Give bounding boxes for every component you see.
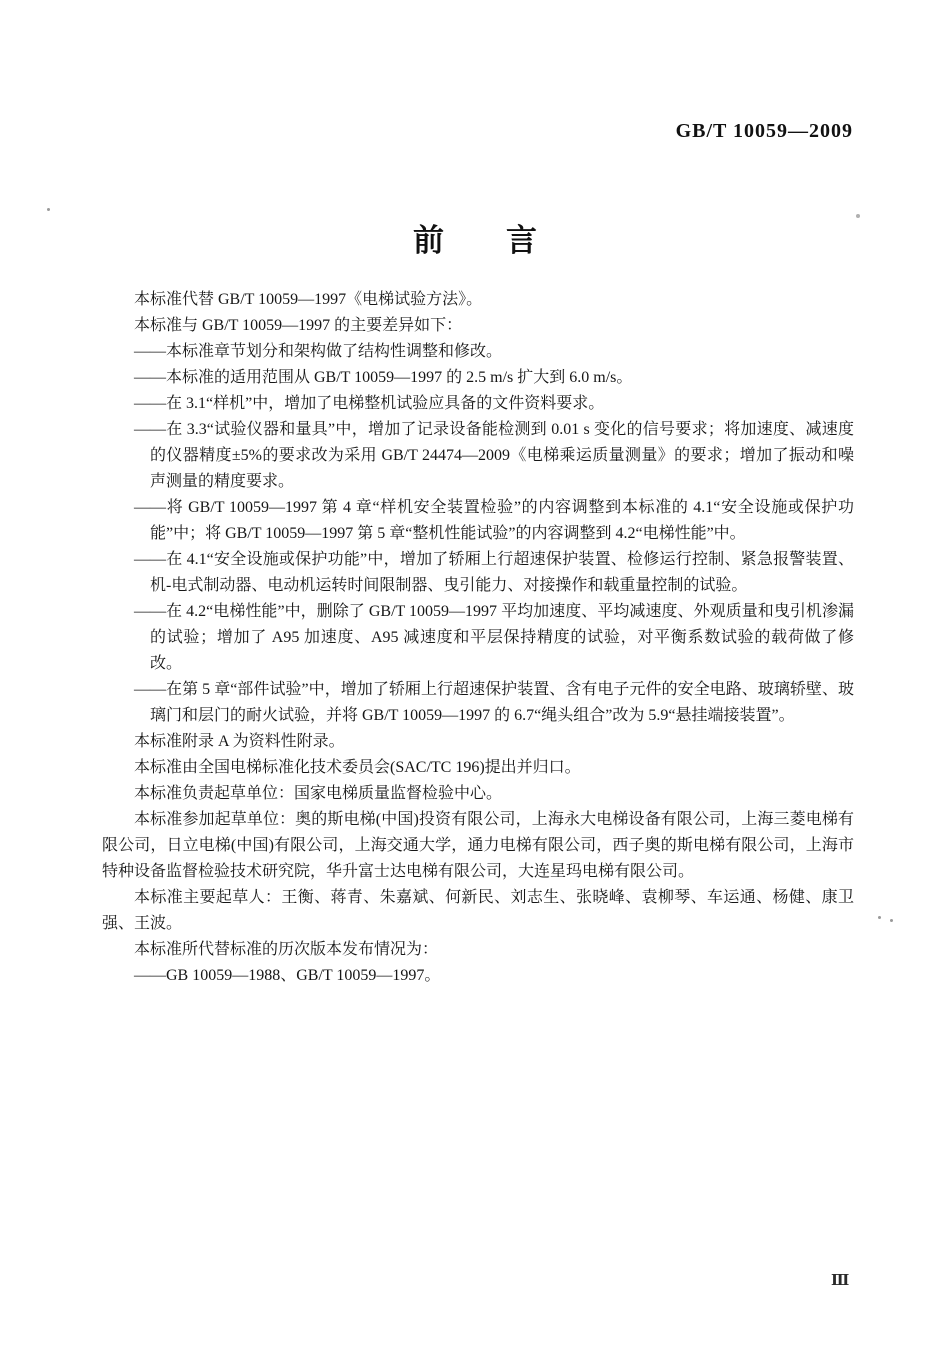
- paragraph: 本标准附录 A 为资料性附录。: [134, 733, 345, 750]
- page-number: Ⅲ: [831, 1273, 850, 1289]
- paragraph: 本标准主要起草人：王衡、蒋青、朱嘉斌、何新民、刘志生、张晓峰、袁柳琴、车运通、杨健、康卫强、王波。: [102, 889, 854, 932]
- scan-speck: [878, 916, 881, 919]
- paragraph: ——将 GB/T 10059—1997 第 4 章“样机安全装置检验”的内容调整到本标准的 4.1“安全设施或保护功能”中；将 GB/T 10059—1997 第 5 章“整机性能试验”的内容调整到 4.2“电梯性能”中。: [134, 499, 854, 542]
- scan-speck: [890, 919, 893, 922]
- paragraph: 本标准与 GB/T 10059—1997 的主要差异如下：: [134, 317, 463, 334]
- paragraph: ——在 3.1“样机”中，增加了电梯整机试验应具备的文件资料要求。: [134, 395, 605, 412]
- standard-number: GB/T 10059—2009: [675, 120, 853, 142]
- paragraph: ——在 3.3“试验仪器和量具”中，增加了记录设备能检测到 0.01 s 变化的信号要求；将加速度、减速度的仪器精度±5%的要求改为采用 GB/T 24474—2009《电梯乘运质量测量》的要求；增加了振动和噪声测量的精度要求。: [134, 421, 854, 490]
- foreword-body: [102, 287, 854, 989]
- paragraph: 本标准代替 GB/T 10059—1997《电梯试验方法》。: [134, 291, 483, 308]
- paragraph: 本标准所代替标准的历次版本发布情况为：: [134, 941, 439, 958]
- paragraph: ——本标准章节划分和架构做了结构性调整和修改。: [134, 343, 503, 360]
- paragraph: ——本标准的适用范围从 GB/T 10059—1997 的 2.5 m/s 扩大到 6.0 m/s。: [134, 369, 633, 386]
- paragraph: 本标准负责起草单位：国家电梯质量监督检验中心。: [134, 785, 503, 802]
- page-title: 前 言: [413, 222, 537, 258]
- scan-speck: [856, 214, 860, 218]
- scan-speck: [47, 208, 50, 211]
- paragraph: 本标准由全国电梯标准化技术委员会(SAC/TC 196)提出并归口。: [134, 759, 581, 776]
- paragraph: ——在第 5 章“部件试验”中，增加了轿厢上行超速保护装置、含有电子元件的安全电路、玻璃轿壁、玻璃门和层门的耐火试验，并将 GB/T 10059—1997 的 6.7“绳头组合”改为 5.9“悬挂端接装置”。: [134, 681, 854, 724]
- paragraph: ——在 4.1“安全设施或保护功能”中，增加了轿厢上行超速保护装置、检修运行控制、紧急报警装置、机-电式制动器、电动机运转时间限制器、曳引能力、对接操作和载重量控制的试验。: [134, 551, 854, 594]
- paragraph: ——GB 10059—1988、GB/T 10059—1997。: [134, 967, 441, 984]
- paragraph: ——在 4.2“电梯性能”中，删除了 GB/T 10059—1997 平均加速度、平均减速度、外观质量和曳引机渗漏的试验；增加了 A95 加速度、A95 减速度和平层保持精度的试验，对平衡系数试验的载荷做了修改。: [134, 603, 854, 672]
- paragraph: 本标准参加起草单位：奥的斯电梯(中国)投资有限公司，上海永大电梯设备有限公司，上海三菱电梯有限公司，日立电梯(中国)有限公司，上海交通大学，通力电梯有限公司，西子奥的斯电梯有限公司，上海市特种设备监督检验技术研究院，华升富士达电梯有限公司，大连星玛电梯有限公司。: [102, 811, 854, 880]
